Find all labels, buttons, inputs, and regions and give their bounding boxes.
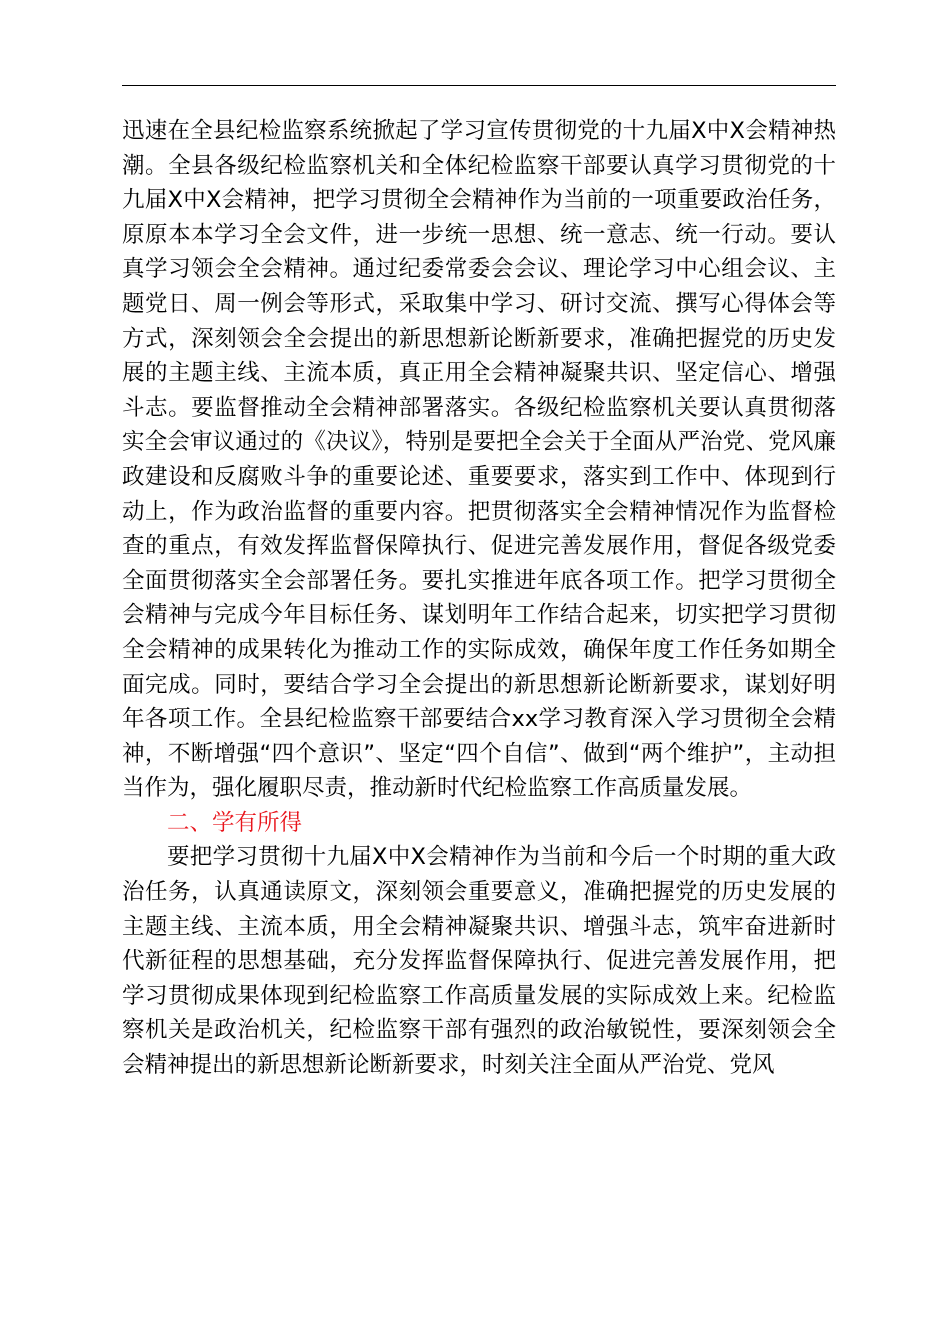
header-rule (122, 85, 836, 86)
paragraph-continuation: 迅速在全县纪检监察系统掀起了学习宣传贯彻党的十九届X中X会精神热潮。全县各级纪检监察机关和全体纪检监察干部要认真学习贯彻党的十九届X中X会精神，把学习贯彻全会精神作为当前的一项重要政治任务，原原本本学习全会文件，进一步统一思想、统一意志、统一行动。要认真学习领会全会精神。通过纪委常委会会议、理论学习中心组会议、主题党日、周一例会等形式，采取集中学习、研讨交流、撰写心得体会等方式，深刻领会全会提出的新思想新论断新要求，准确把握党的历史发展的主题主线、主流本质，真正用全会精神凝聚共识、坚定信心、增强斗志。要监督推动全会精神部署落实。各级纪检监察机关要认真贯彻落实全会审议通过的《决议》，特别是要把全会关于全面从严治党、党风廉政建设和反腐败斗争的重要论述、重要要求，落实到工作中、体现到行动上，作为政治监督的重要内容。把贯彻落实全会精神情况作为监督检查的重点，有效发挥监督保障执行、促进完善发展作用，督促各级党委全面贯彻落实全会部署任务。要扎实推进年底各项工作。把学习贯彻全会精神与完成今年目标任务、谋划明年工作结合起来，切实把学习贯彻全会精神的成果转化为推动工作的实际成效，确保年度工作任务如期全面完成。同时，要结合学习全会提出的新思想新论断新要求，谋划好明年各项工作。全县纪检监察干部要结合xx学习教育深入学习贯彻全会精神，不断增强“四个意识”、坚定“四个自信”、做到“两个维护”，主动担当作为，强化履职尽责，推动新时代纪检监察工作高质量发展。 (122, 118, 836, 802)
paragraph-section-2: 要把学习贯彻十九届X中X会精神作为当前和今后一个时期的重大政治任务，认真通读原文，深刻领会重要意义，准确把握党的历史发展的主题主线、主流本质，用全会精神凝聚共识、增强斗志，筑牢奋进新时代新征程的思想基础，充分发挥监督保障执行、促进完善发展作用，把学习贯彻成果体现到纪检监察工作高质量发展的实际成效上来。纪检监察机关是政治机关，纪检监察干部有强烈的政治敏锐性，要深刻领会全会精神提出的新思想新论断新要求，时刻关注全面从严治党、党风 (122, 844, 836, 1079)
section-heading: 二、学有所得 (167, 809, 303, 836)
document-body (122, 114, 836, 1083)
